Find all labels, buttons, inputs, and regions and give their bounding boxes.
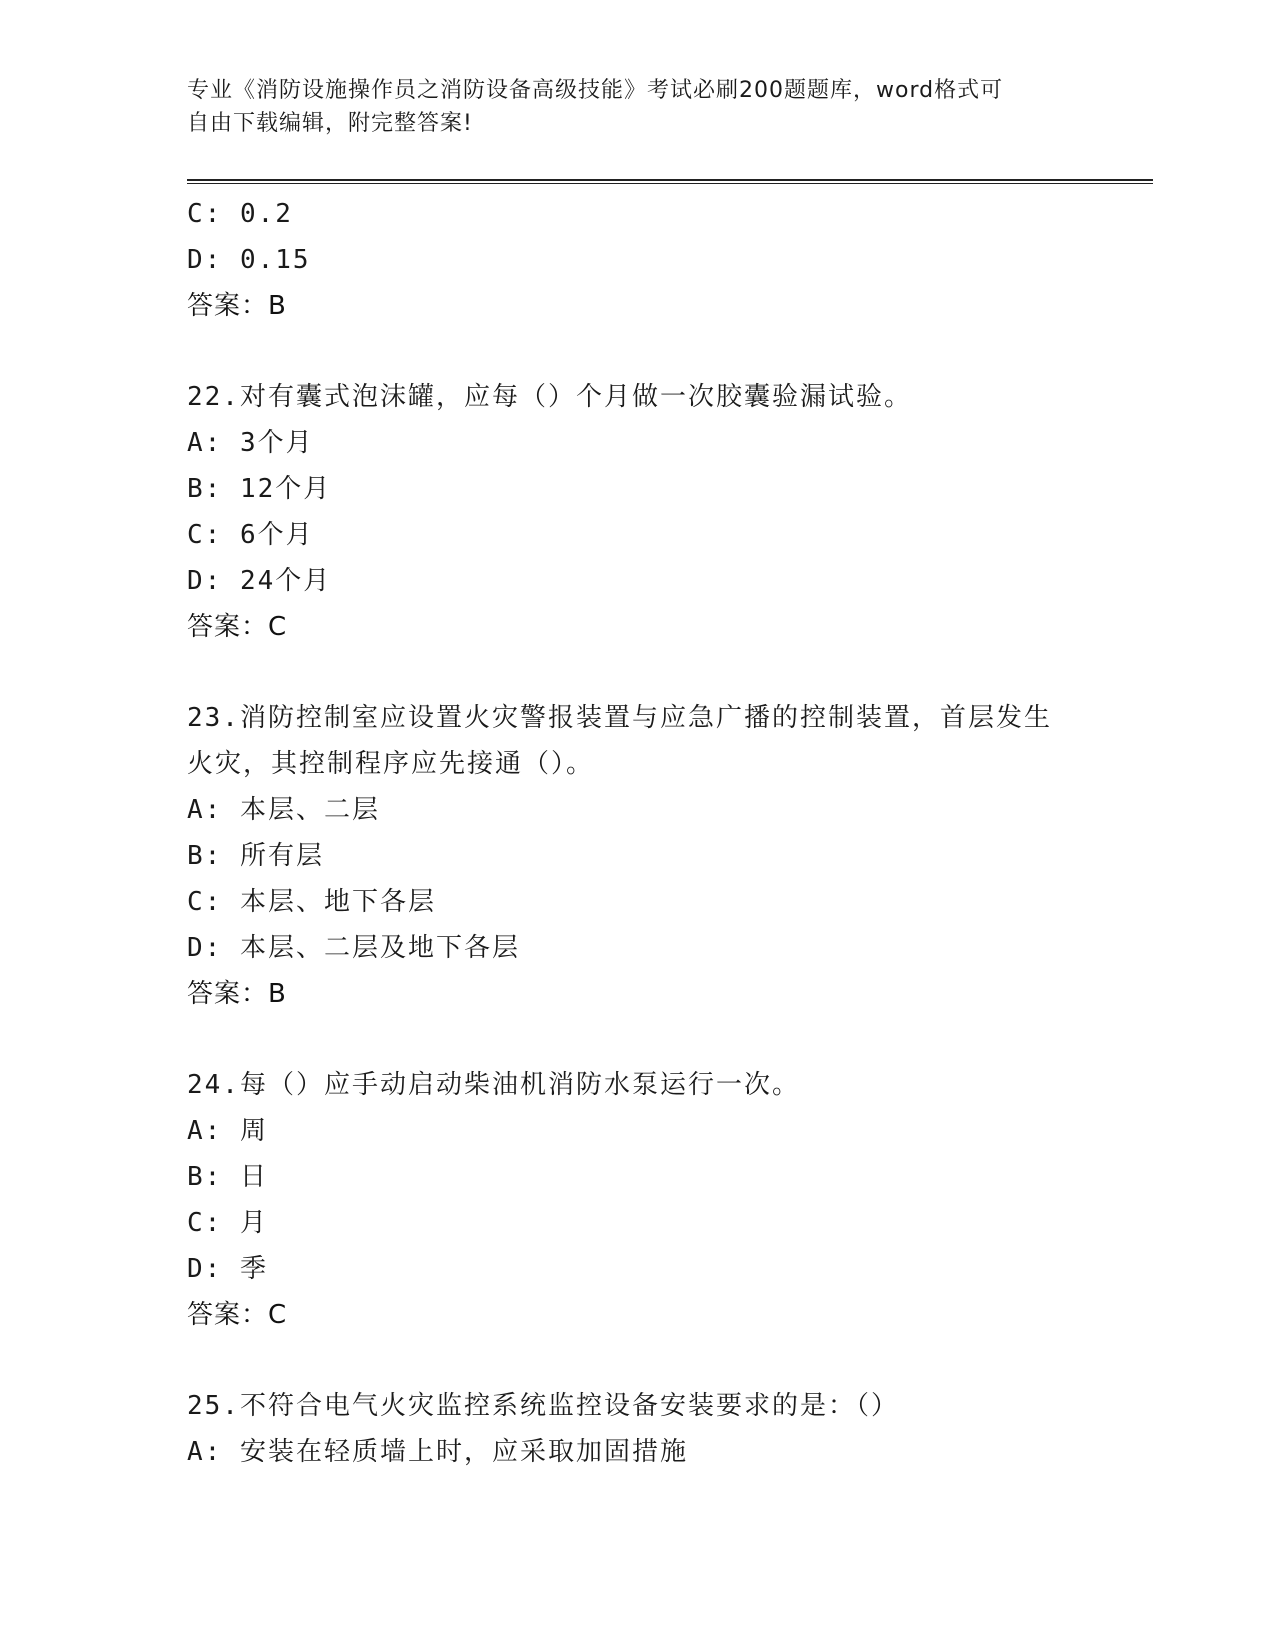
option-c: C: 月 (187, 1208, 268, 1238)
option-b: B: 12个月 (187, 474, 332, 504)
option-c: C: 0.2 (187, 199, 293, 229)
question-stem: 24.每（）应手动启动柴油机消防水泵运行一次。 (187, 1070, 800, 1100)
answer-label: 答案：C (187, 1300, 288, 1330)
option-b: B: 日 (187, 1162, 268, 1192)
question-list (187, 191, 1087, 1475)
option-c: C: 6个月 (187, 520, 314, 550)
option-c: C: 本层、地下各层 (187, 887, 436, 917)
option-d: D: 0.15 (187, 245, 311, 275)
header-title-line-1: 专业《消防设施操作员之消防设备高级技能》考试必刷200题题库，word格式可 (187, 78, 1004, 103)
option-a: A: 3个月 (187, 428, 314, 458)
question-block-24 (187, 1062, 1087, 1338)
question-block-23 (187, 695, 1087, 1017)
answer-label: 答案：B (187, 979, 287, 1009)
header-divider (187, 179, 1153, 181)
option-d: D: 季 (187, 1254, 268, 1284)
option-d: D: 本层、二层及地下各层 (187, 933, 520, 963)
header-divider-thin (187, 183, 1153, 184)
answer-label: 答案：B (187, 291, 287, 321)
question-block-continued (187, 191, 1087, 329)
question-block-22 (187, 374, 1087, 650)
question-stem-line-1: 23.消防控制室应设置火灾警报装置与应急广播的控制装置，首层发生 (187, 703, 1052, 733)
question-stem: 25.不符合电气火灾监控系统监控设备安装要求的是：（） (187, 1391, 899, 1421)
option-a: A: 周 (187, 1116, 268, 1146)
document-header (187, 74, 1087, 140)
option-a: A: 本层、二层 (187, 795, 380, 825)
question-stem-line-2: 火灾，其控制程序应先接通（）。 (187, 749, 595, 779)
option-b: B: 所有层 (187, 841, 324, 871)
question-block-25 (187, 1383, 1087, 1475)
option-d: D: 24个月 (187, 566, 332, 596)
question-stem: 22.对有囊式泡沫罐，应每（）个月做一次胶囊验漏试验。 (187, 382, 912, 412)
option-a: A: 安装在轻质墙上时，应采取加固措施 (187, 1437, 688, 1467)
header-title-line-2: 自由下载编辑，附完整答案! (187, 111, 473, 136)
answer-label: 答案：C (187, 612, 288, 642)
